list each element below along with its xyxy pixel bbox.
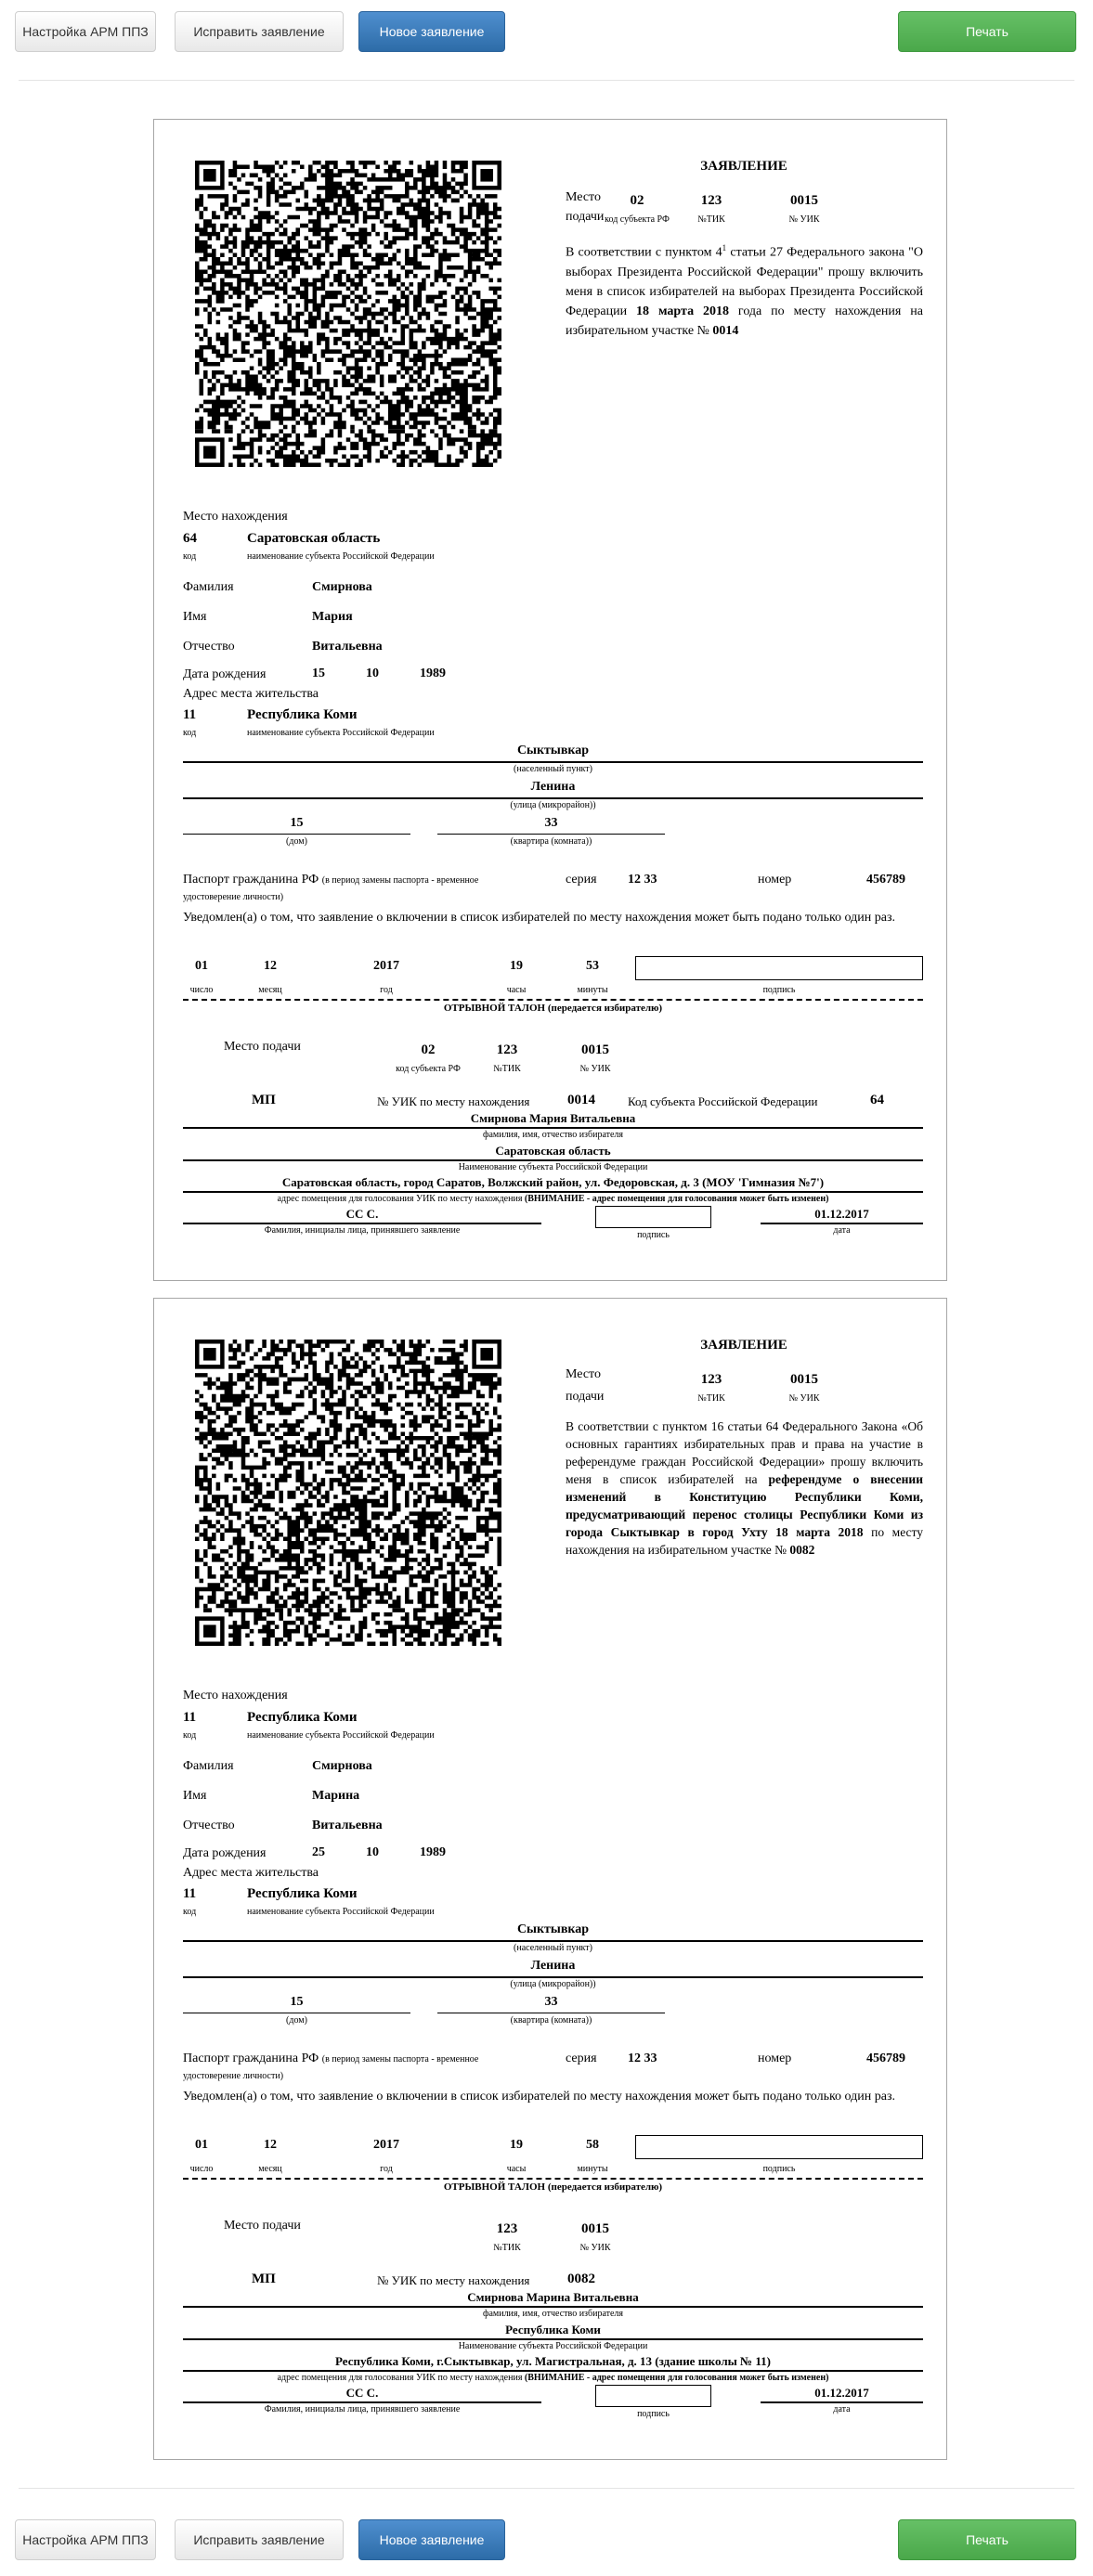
minutes-caption: минуты — [577, 2164, 608, 2174]
print-button[interactable]: Печать — [898, 11, 1076, 52]
time-hours: 19 — [510, 959, 523, 973]
subject-code-caption: код субъекта РФ — [605, 214, 670, 225]
voter-fio: Смирнова Марина Витальевна — [467, 2290, 639, 2304]
cut-line — [183, 999, 923, 1001]
patronymic-label: Отчество — [183, 640, 235, 654]
statement-text: В соответствии с пунктом 16 статьи 64 Федерального Закона «Об основных гарантиях избирательных прав и права на участие в референдуме граждан Российской Федерации» прошу включить меня в список избирателей на референдуме о внесении изменений в Конституцию Республики Коми, предусматривающий перенос столицы Республики Коми из города Сыктывкар в город Ухту 18 марта 2018 по месту нахождения на избирательном участке № 0082 — [566, 1419, 923, 1557]
date-month: 12 — [264, 959, 277, 973]
uik-caption: № УИК — [788, 214, 820, 225]
date-caption: дата — [833, 2404, 851, 2414]
time-minutes: 53 — [586, 959, 599, 973]
top-toolbar — [0, 9, 1093, 65]
lastname-value: Смирнова — [312, 1759, 372, 1773]
coupon-place-label: Место подачи — [224, 2219, 301, 2233]
location-name: Саратовская область — [247, 531, 381, 546]
print-button[interactable]: Печать — [898, 2519, 1076, 2560]
settings-button[interactable]: Настройка АРМ ППЗ — [15, 2519, 156, 2560]
house-caption: (дом) — [286, 2015, 307, 2026]
date-year: 2017 — [373, 2138, 399, 2152]
subject-name-caption: наименование субъекта Российской Федерации — [247, 728, 435, 738]
notified-text: Уведомлен(а) о том, что заявление о включении в список избирателей по месту нахождения может быть подано только один раз. — [183, 911, 895, 925]
month-caption: месяц — [258, 2164, 282, 2174]
hours-caption: часы — [506, 2164, 527, 2174]
apartment-value: 33 — [544, 816, 558, 830]
residence-code: 11 — [183, 1886, 197, 1901]
year-caption: год — [380, 985, 393, 995]
location-label: Место нахождения — [183, 1689, 288, 1702]
birth-year: 1989 — [420, 1845, 446, 1859]
subject-code: 02 — [630, 193, 644, 208]
location-label: Место нахождения — [183, 510, 288, 524]
code-caption: код — [183, 1730, 197, 1741]
divider — [19, 80, 1074, 81]
region-caption: Наименование субъекта Российской Федерации — [458, 2341, 648, 2351]
patronymic-value: Витальевна — [312, 1819, 383, 1832]
tik-caption: №ТИК — [493, 1064, 521, 1074]
subject-name-caption: наименование субъекта Российской Федерации — [247, 1907, 435, 1917]
tik-caption: №ТИК — [697, 1393, 725, 1404]
patronymic-label: Отчество — [183, 1819, 235, 1832]
signature-caption: подпись — [762, 2164, 796, 2174]
residence-label: Адрес места жительства — [183, 687, 319, 701]
qr-code — [195, 1340, 501, 1646]
fix-statement-button[interactable]: Исправить заявление — [175, 11, 344, 52]
uik-location-value: 0082 — [567, 2272, 595, 2286]
new-statement-button[interactable]: Новое заявление — [358, 2519, 505, 2560]
voter-fio: Смирнова Мария Витальевна — [470, 1111, 636, 1125]
residence-name: Республика Коми — [247, 1886, 358, 1901]
statement-text: В соответствии с пунктом $4^1$ статьи 27 Федерального закона "О выборах Президента Российской Федерации" прошу включить меня в список избирателей на выборах Президента Российской Федерации 18 марта 2018 года по месту нахождения на избирательном участке № 0014 — [566, 243, 923, 338]
firstname-value: Марина — [312, 1789, 360, 1803]
code-caption: код — [183, 551, 197, 562]
passport-note: удостоверение личности) — [183, 892, 284, 902]
birth-day: 25 — [312, 1845, 325, 1859]
birth-month: 10 — [366, 1845, 379, 1859]
place-label-2: подачи — [566, 210, 605, 224]
accepted-by: СС С. — [345, 2386, 379, 2400]
polling-address: Республика Коми, г.Сыктывкар, ул. Магистральная, д. 13 (здание школы № 11) — [335, 2354, 771, 2368]
coupon-signature-box — [595, 1206, 711, 1228]
doc-title: ЗАЯВЛЕНИЕ — [700, 1338, 787, 1353]
region-name: Саратовская область — [495, 1144, 611, 1158]
city-value: Сыктывкар — [516, 744, 590, 757]
uik-caption: № УИК — [579, 1064, 611, 1074]
tik-caption: №ТИК — [697, 214, 725, 225]
day-caption: число — [189, 985, 214, 995]
passport-label: Паспорт гражданина РФ (в период замены паспорта - временное — [183, 2052, 479, 2065]
date-day: 01 — [195, 959, 208, 973]
accepted-by-caption: Фамилия, инициалы лица, принявшего заявление — [264, 2404, 461, 2414]
subject-code-value: 64 — [870, 1093, 884, 1107]
birth-month: 10 — [366, 667, 379, 680]
divider — [19, 2488, 1074, 2489]
residence-label: Адрес места жительства — [183, 1866, 319, 1880]
location-name: Республика Коми — [247, 1710, 358, 1725]
firstname-label: Имя — [183, 610, 207, 624]
stamp-place: МП — [252, 1093, 276, 1107]
signature-caption: подпись — [637, 2409, 670, 2419]
accepted-by: СС С. — [345, 1207, 379, 1221]
coupon-title: ОТРЫВНОЙ ТАЛОН (передается избирателю) — [443, 1003, 663, 1014]
uik-location-label: № УИК по месту нахождения — [377, 1094, 530, 1108]
uik-number: 0015 — [790, 1372, 818, 1387]
firstname-value: Мария — [312, 610, 353, 624]
number-label: номер — [758, 2052, 792, 2065]
street-caption: (улица (микрорайон)) — [510, 1979, 596, 1989]
cut-line — [183, 2178, 923, 2180]
doc-title: ЗАЯВЛЕНИЕ — [700, 159, 787, 174]
accepted-by-caption: Фамилия, инициалы лица, принявшего заявление — [264, 1225, 461, 1236]
signature-caption: подпись — [762, 985, 796, 995]
accept-date: 01.12.2017 — [814, 1207, 869, 1221]
bottom-toolbar — [0, 2518, 1093, 2573]
lastname-label: Фамилия — [183, 580, 234, 594]
series-label: серия — [566, 2052, 597, 2065]
minutes-caption: минуты — [577, 985, 608, 995]
month-caption: месяц — [258, 985, 282, 995]
date-caption: дата — [833, 1225, 851, 1236]
region-name: Республика Коми — [505, 2323, 601, 2337]
firstname-label: Имя — [183, 1789, 207, 1803]
subject-code-caption: код субъекта РФ — [396, 1064, 461, 1074]
uik-caption: № УИК — [579, 2243, 611, 2253]
signature-box — [635, 2135, 923, 2159]
uik-location-label: № УИК по месту нахождения — [377, 2273, 530, 2287]
street-value: Ленина — [530, 780, 576, 794]
birth-label: Дата рождения — [183, 667, 267, 681]
lastname-value: Смирнова — [312, 580, 372, 594]
patronymic-value: Витальевна — [312, 640, 383, 654]
time-minutes: 58 — [586, 2138, 599, 2152]
application-page-1 — [153, 119, 947, 1281]
coupon-place-label: Место подачи — [224, 1040, 301, 1054]
fio-caption: фамилия, имя, отчество избирателя — [482, 1130, 624, 1140]
date-day: 01 — [195, 2138, 208, 2152]
qr-code — [195, 161, 501, 467]
coupon-uik: 0015 — [581, 1042, 609, 1057]
hours-caption: часы — [506, 985, 527, 995]
number-label: номер — [758, 873, 792, 887]
residence-name: Республика Коми — [247, 707, 358, 722]
apartment-value: 33 — [544, 1995, 558, 2009]
fix-statement-button[interactable]: Исправить заявление — [175, 2519, 344, 2560]
birth-year: 1989 — [420, 667, 446, 680]
tik-caption: №ТИК — [493, 2243, 521, 2253]
time-hours: 19 — [510, 2138, 523, 2152]
date-year: 2017 — [373, 959, 399, 973]
place-label-2: подачи — [566, 1390, 605, 1404]
coupon-tik: 123 — [496, 1042, 518, 1057]
birth-label: Дата рождения — [183, 1846, 267, 1860]
street-caption: (улица (микрорайон)) — [510, 800, 596, 810]
coupon-subject-code: 02 — [421, 1042, 436, 1057]
notified-text: Уведомлен(а) о том, что заявление о включении в список избирателей по месту нахождения может быть подано только один раз. — [183, 2090, 895, 2104]
signature-caption: подпись — [637, 1230, 670, 1240]
stamp-place: МП — [252, 2272, 276, 2286]
application-page-2 — [153, 1298, 947, 2460]
street-value: Ленина — [530, 1959, 576, 1973]
subject-code-label: Код субъекта Российской Федерации — [628, 1094, 818, 1108]
uik-caption: № УИК — [788, 1393, 820, 1404]
subject-name-caption: наименование субъекта Российской Федерации — [247, 551, 435, 562]
new-statement-button[interactable]: Новое заявление — [358, 11, 505, 52]
signature-box — [635, 956, 923, 980]
city-caption: (населенный пункт) — [514, 1943, 592, 1953]
birth-day: 15 — [312, 667, 325, 680]
address-caption: адрес помещения для голосования УИК по месту нахождения (ВНИМАНИЕ - адрес помещения для голосования может быть изменен) — [277, 2373, 829, 2383]
residence-code: 11 — [183, 707, 197, 722]
series-label: серия — [566, 873, 597, 887]
address-caption: адрес помещения для голосования УИК по месту нахождения (ВНИМАНИЕ - адрес помещения для голосования может быть изменен) — [277, 1194, 829, 1204]
apartment-caption: (квартира (комната)) — [510, 2015, 592, 2026]
coupon-signature-box — [595, 2385, 711, 2407]
tik-number: 123 — [700, 1372, 722, 1387]
apartment-caption: (квартира (комната)) — [510, 836, 592, 847]
coupon-title: ОТРЫВНОЙ ТАЛОН (передается избирателю) — [443, 2181, 663, 2193]
location-code: 64 — [183, 531, 197, 546]
code-caption: код — [183, 728, 197, 738]
house-value: 15 — [290, 1995, 304, 2009]
number-value: 456789 — [866, 873, 905, 887]
lastname-label: Фамилия — [183, 1759, 234, 1773]
place-label: Место — [566, 1367, 601, 1381]
passport-label: Паспорт гражданина РФ (в период замены паспорта - временное — [183, 873, 479, 887]
coupon-tik: 123 — [496, 2221, 518, 2236]
city-caption: (населенный пункт) — [514, 764, 592, 774]
location-code: 11 — [183, 1710, 197, 1725]
year-caption: год — [380, 2164, 393, 2174]
coupon-uik: 0015 — [581, 2221, 609, 2236]
code-caption: код — [183, 1907, 197, 1917]
number-value: 456789 — [866, 2052, 905, 2065]
uik-location-value: 0014 — [567, 1093, 595, 1107]
series-value: 12 33 — [628, 873, 657, 887]
settings-button[interactable]: Настройка АРМ ППЗ — [15, 11, 156, 52]
day-caption: число — [189, 2164, 214, 2174]
series-value: 12 33 — [628, 2052, 657, 2065]
uik-number: 0015 — [790, 193, 818, 208]
tik-number: 123 — [700, 193, 722, 208]
place-label: Место — [566, 190, 601, 204]
city-value: Сыктывкар — [516, 1922, 590, 1936]
house-value: 15 — [290, 816, 304, 830]
polling-address: Саратовская область, город Саратов, Волжский район, ул. Федоровская, д. 3 (МОУ 'Гимназия №7') — [281, 1175, 825, 1189]
accept-date: 01.12.2017 — [814, 2386, 869, 2400]
region-caption: Наименование субъекта Российской Федерации — [458, 1162, 648, 1172]
fio-caption: фамилия, имя, отчество избирателя — [482, 2309, 624, 2319]
date-month: 12 — [264, 2138, 277, 2152]
house-caption: (дом) — [286, 836, 307, 847]
passport-note: удостоверение личности) — [183, 2071, 284, 2081]
subject-name-caption: наименование субъекта Российской Федерации — [247, 1730, 435, 1741]
